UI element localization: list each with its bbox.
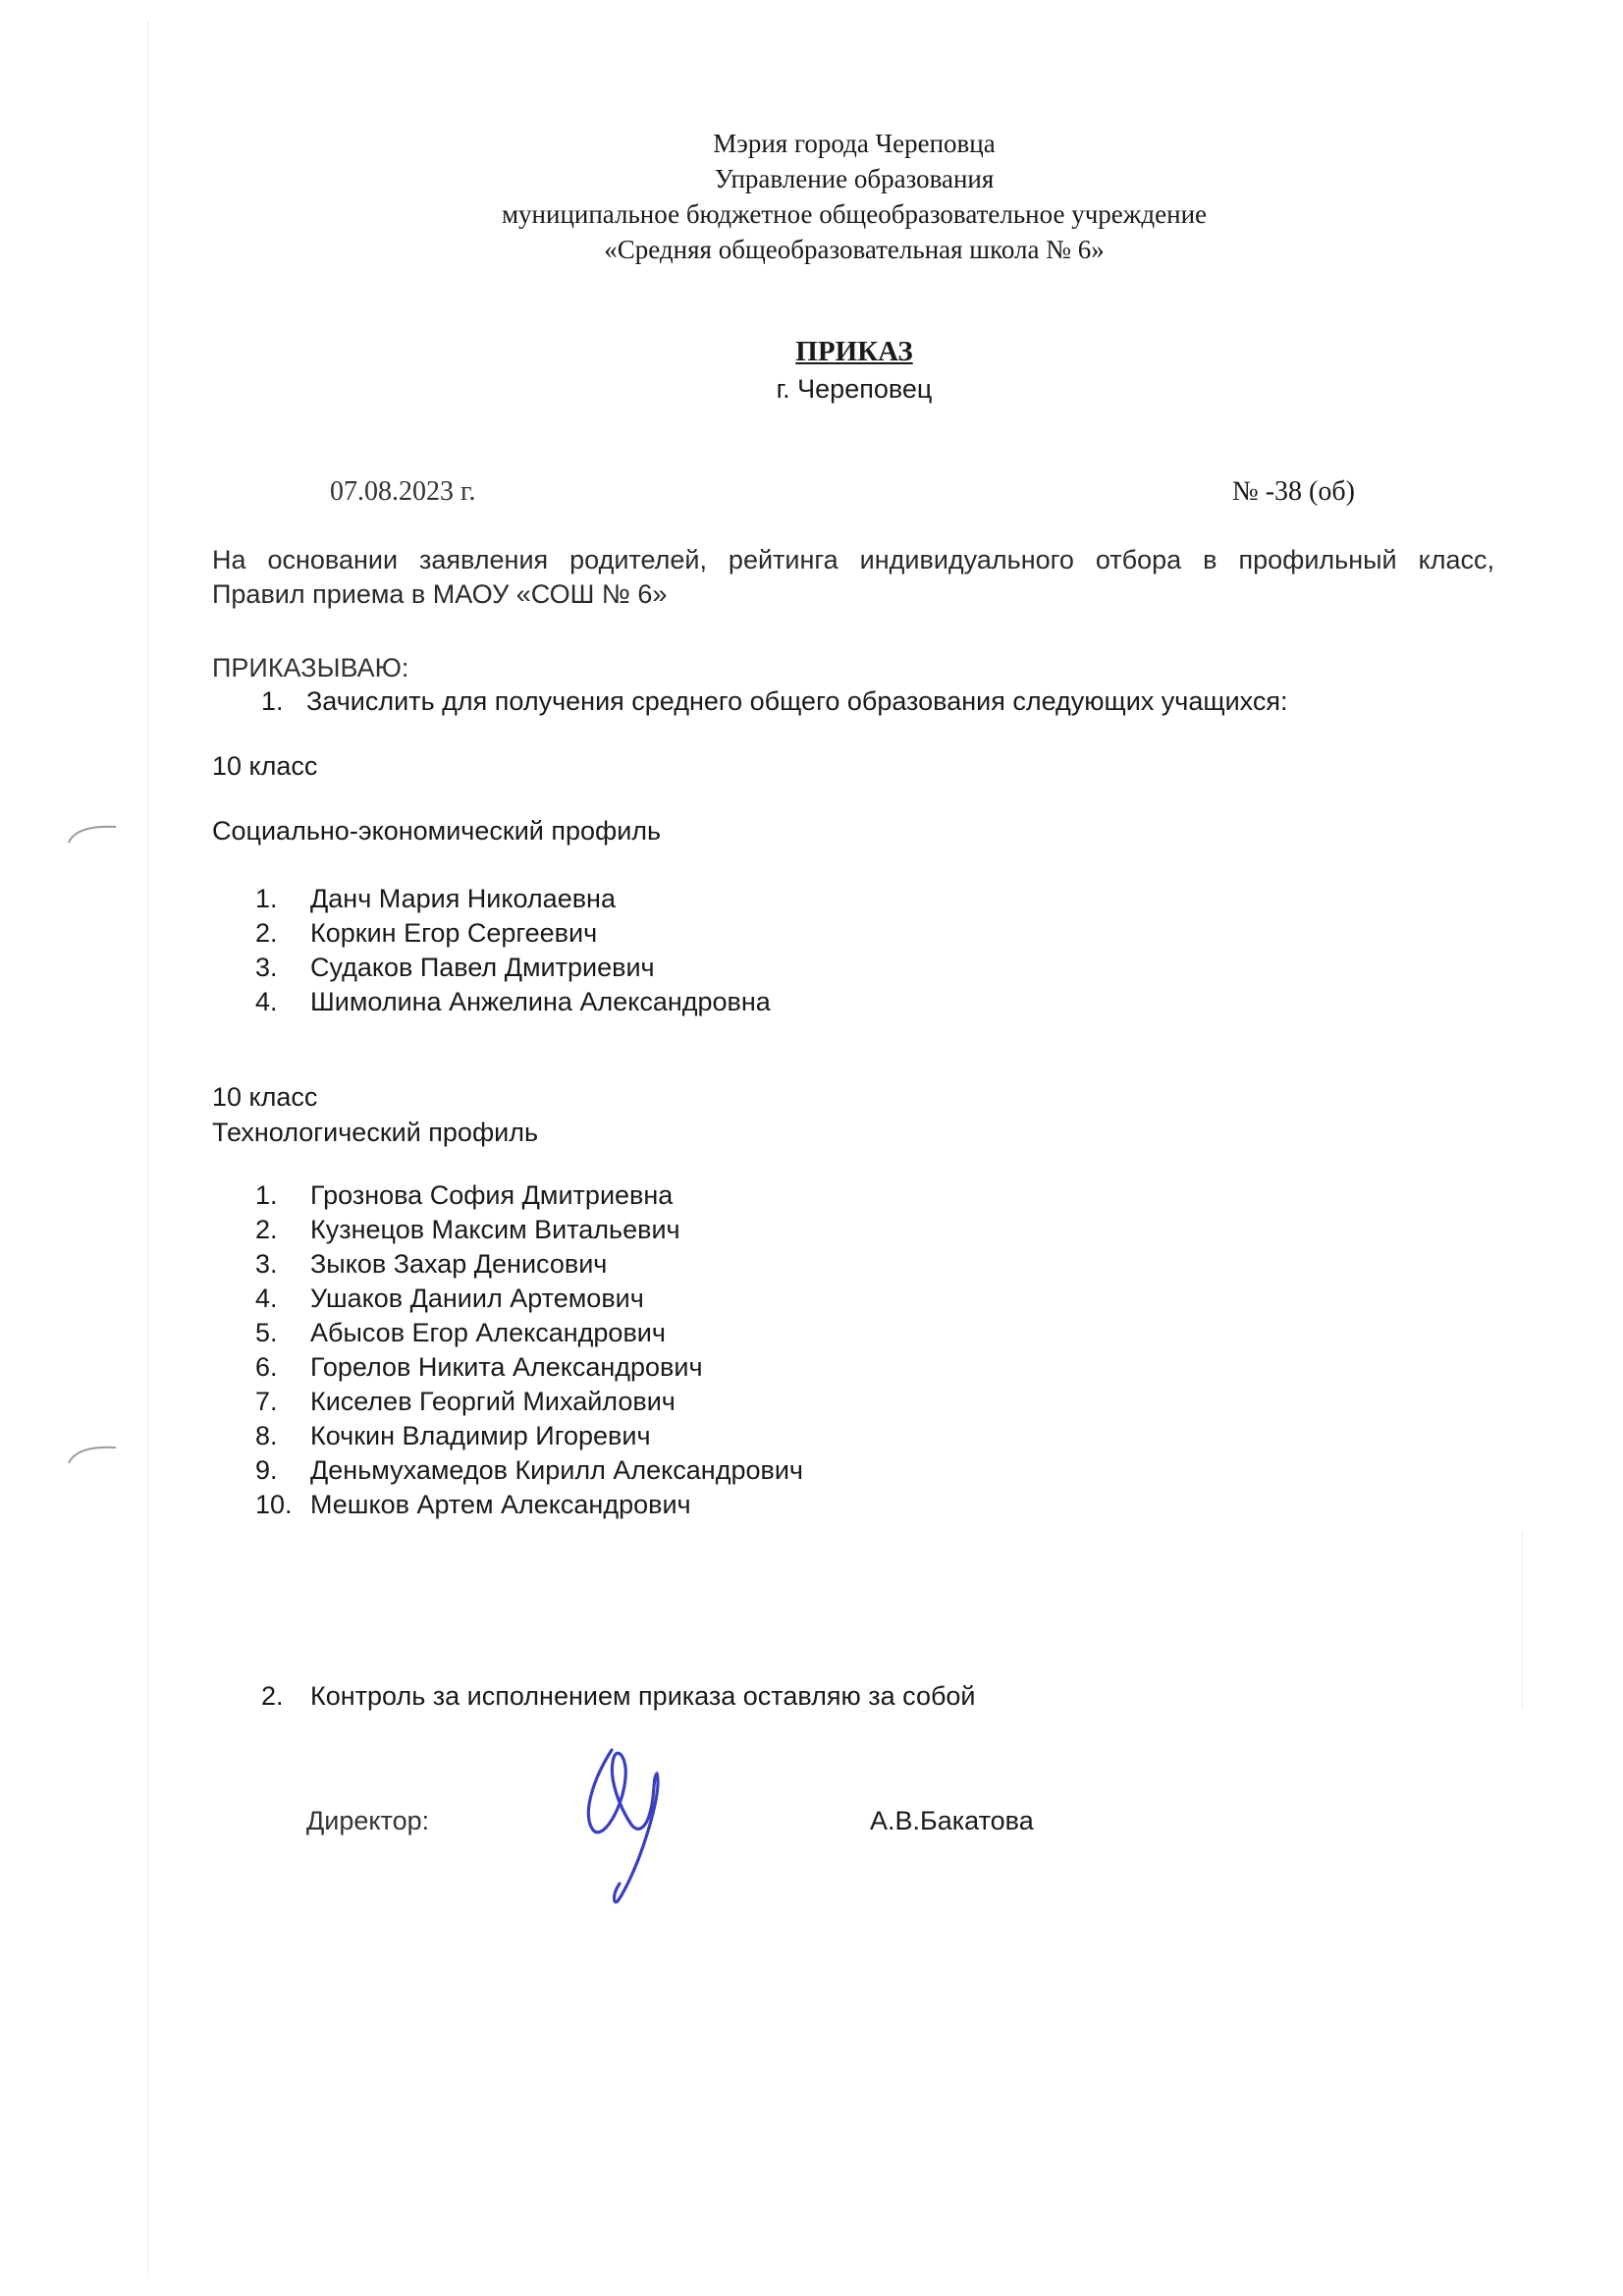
group2-student-list: [255, 1178, 803, 1522]
list-item: 9. Деньмухамедов Кирилл Александрович: [255, 1455, 803, 1485]
list-item: 10. Мешков Артем Александрович: [255, 1490, 691, 1519]
list-item: 5. Абысов Егор Александрович: [255, 1318, 666, 1347]
scan-edge-shadow-right: [1522, 1532, 1523, 1709]
letterhead-line-mayoralty: Мэрия города Череповца: [713, 129, 996, 158]
decree-item-2: [261, 1679, 976, 1713]
decree-item-2-number: 2.: [261, 1681, 284, 1711]
list-item: 2. Коркин Егор Сергеевич: [255, 918, 598, 948]
signatory-name: А.В.Бакатова: [870, 1806, 1034, 1835]
basis-line-2: Правил приема в МАОУ «СОШ № 6»: [212, 579, 668, 609]
list-item: 6. Горелов Никита Александрович: [255, 1352, 703, 1382]
group2-class-label: 10 класс: [212, 1082, 318, 1112]
group2-profile: Технологический профиль: [212, 1118, 539, 1147]
list-item: 2. Кузнецов Максим Витальевич: [255, 1215, 680, 1244]
list-item: 1. Данч Мария Николаевна: [255, 884, 616, 913]
list-item: 4. Шимолина Анжелина Александровна: [255, 987, 771, 1016]
letterhead-line-department: Управление образования: [714, 164, 995, 193]
group1-profile: Социально-экономический профиль: [212, 816, 662, 846]
letterhead-line-institution-type: муниципальное бюджетное общеобразовательное учреждение: [501, 199, 1208, 229]
list-item: 7. Киселев Георгий Михайлович: [255, 1387, 676, 1416]
document-title: ПРИКАЗ: [795, 336, 913, 367]
decree-item-1: [261, 684, 1288, 718]
decree-item-2-text: Контроль за исполнением приказа оставляю за собой: [310, 1681, 976, 1711]
list-item: 1. Грознова София Дмитриевна: [255, 1180, 674, 1210]
order-date: 07.08.2023 г.: [330, 476, 476, 507]
list-item: 3. Судаков Павел Дмитриевич: [255, 953, 655, 982]
list-item: 3. Зыков Захар Денисович: [255, 1249, 608, 1279]
punch-hole-mark-icon: [67, 1444, 118, 1465]
letterhead-line-school-name: «Средняя общеобразовательная школа № 6»: [604, 235, 1105, 264]
decree-heading: ПРИКАЗЫВАЮ:: [212, 653, 409, 683]
basis-line-1: На основании заявления родителей, рейтинга индивидуального отбора в профильный класс,: [212, 545, 1494, 574]
decree-item-1-text: Зачислить для получения среднего общего образования следующих учащихся:: [306, 686, 1288, 716]
list-item: 8. Кочкин Владимир Игоревич: [255, 1421, 651, 1450]
order-number: № -38 (об): [1232, 476, 1355, 507]
list-item: 4. Ушаков Даниил Артемович: [255, 1284, 644, 1313]
signatory-role: Директор:: [306, 1806, 430, 1835]
decree-item-1-number: 1.: [261, 686, 284, 716]
punch-hole-mark-icon: [67, 823, 118, 845]
letterhead: [0, 126, 1623, 267]
order-basis: [212, 543, 1494, 612]
group1-student-list: [255, 882, 771, 1019]
handwritten-signature-icon: [574, 1738, 682, 1905]
document-city: г. Череповец: [776, 374, 933, 404]
group1-class-label: 10 класс: [212, 751, 318, 781]
